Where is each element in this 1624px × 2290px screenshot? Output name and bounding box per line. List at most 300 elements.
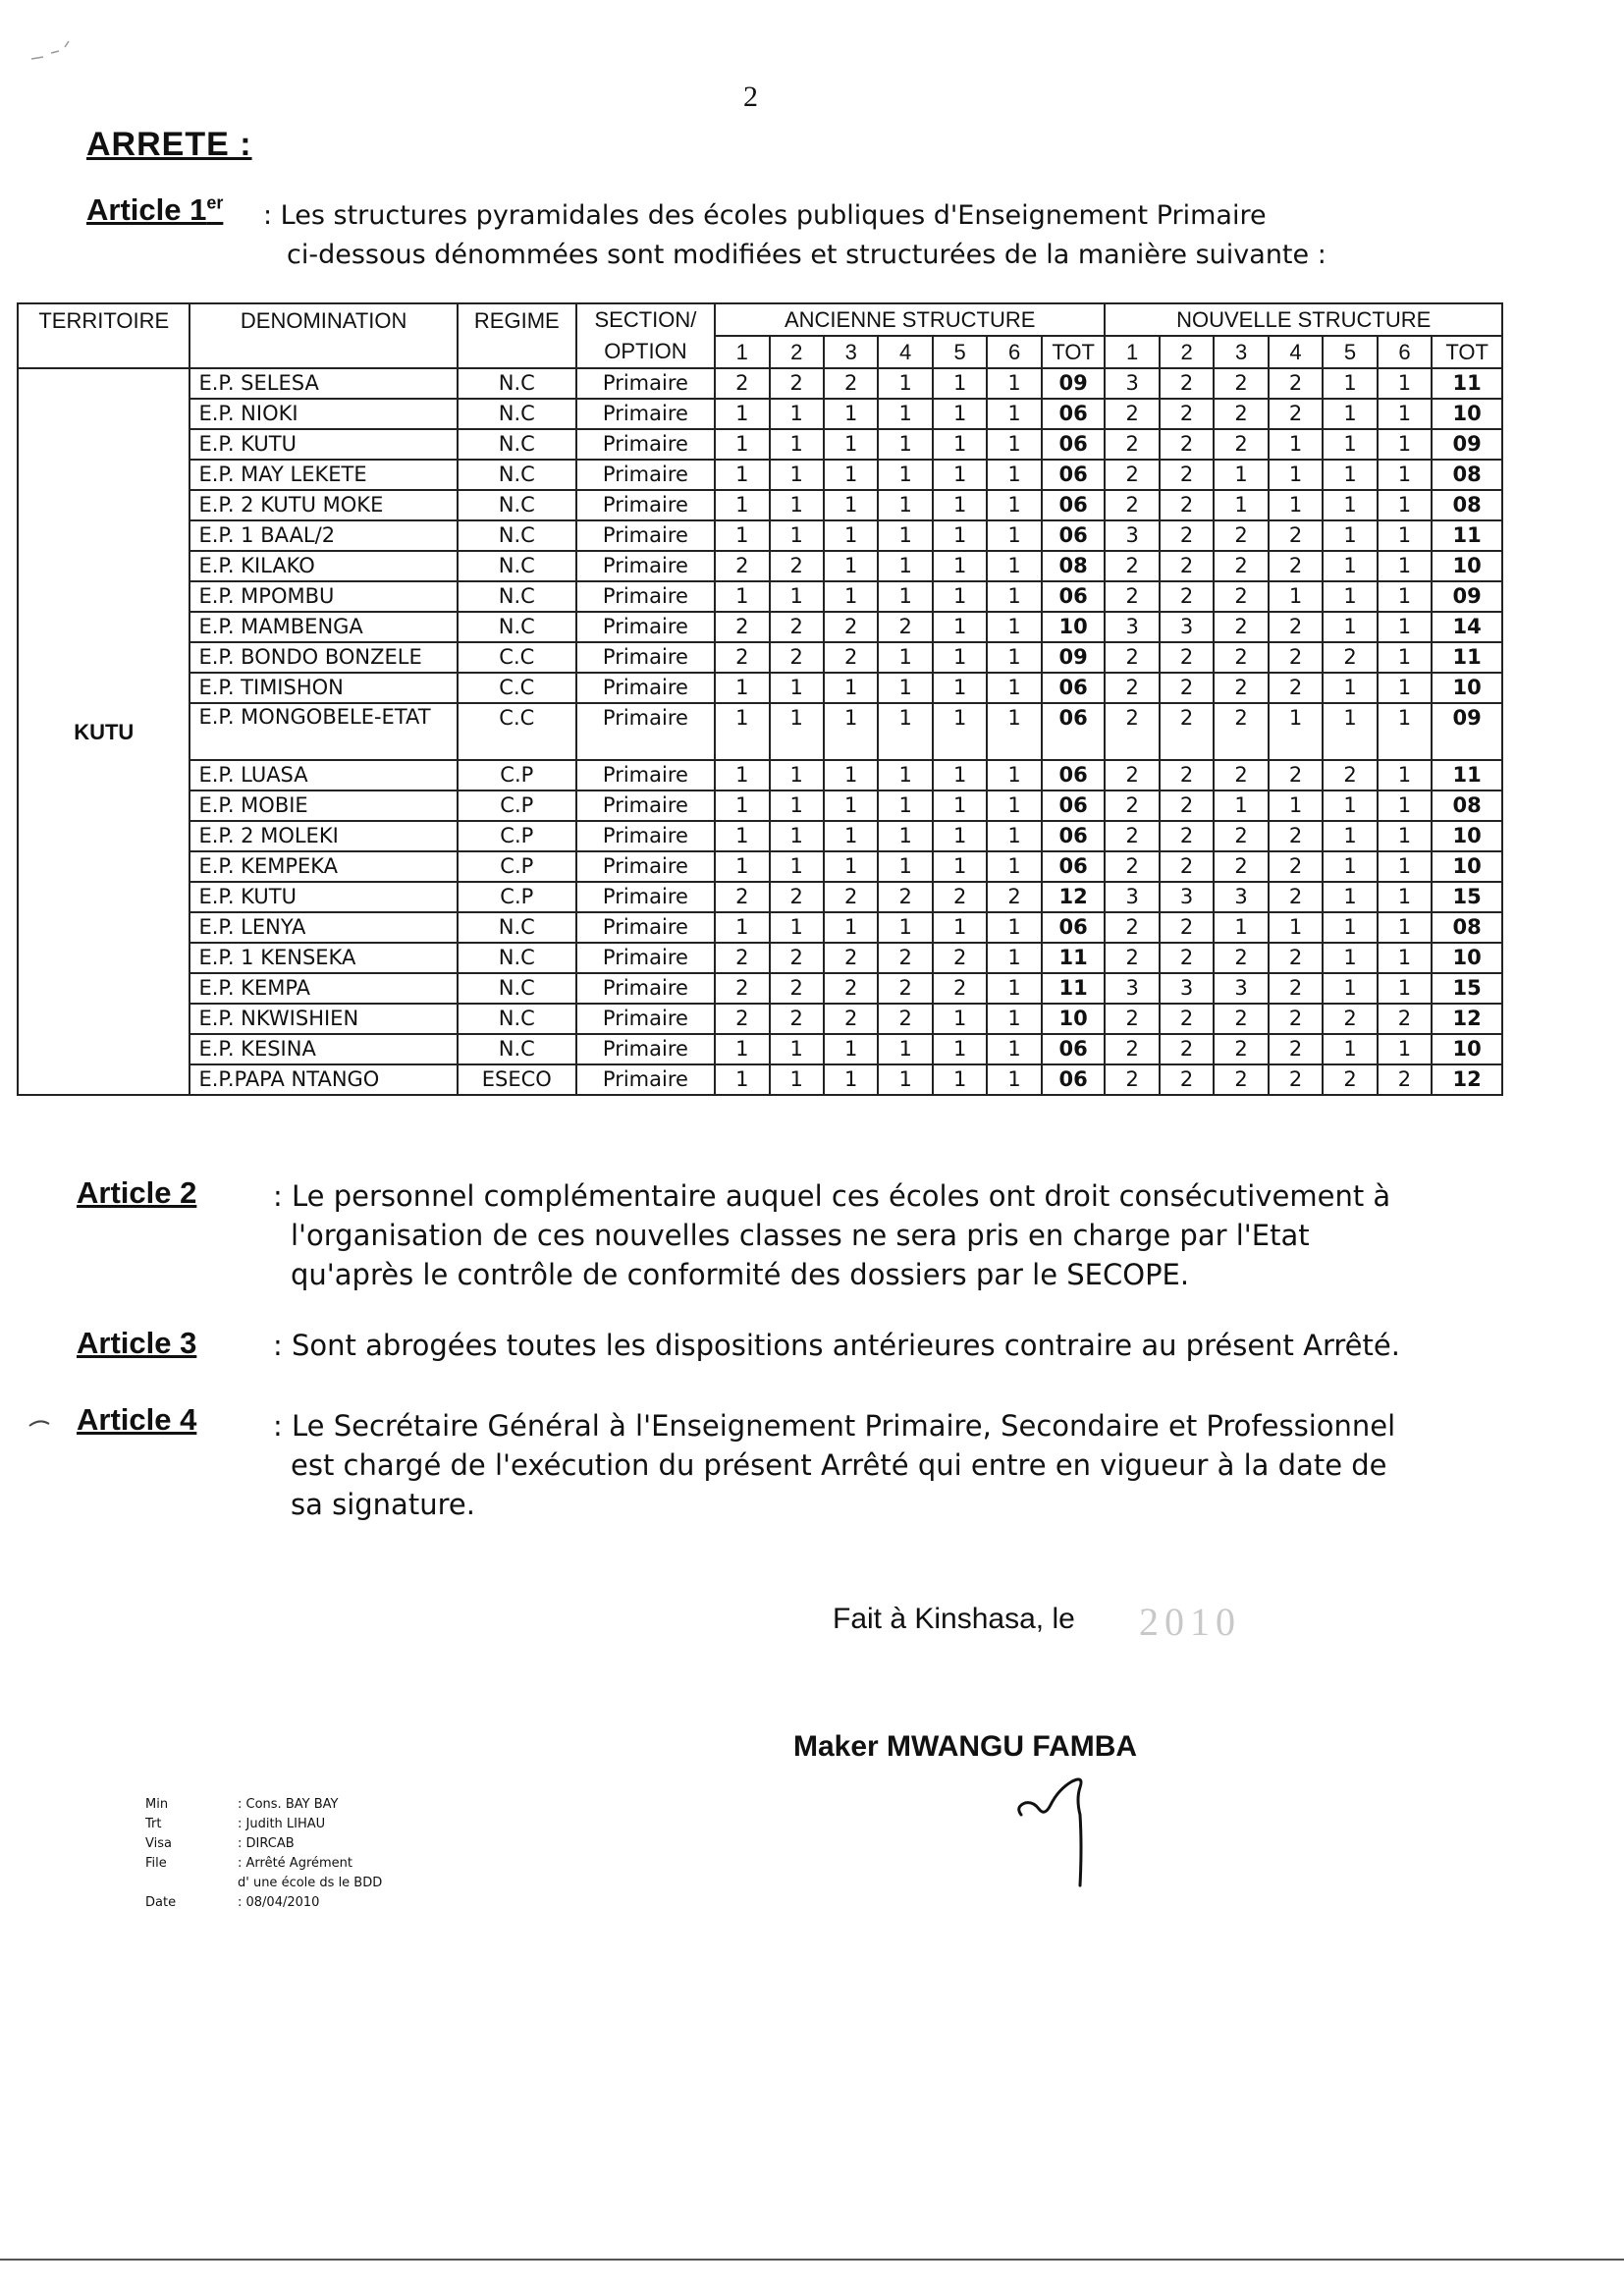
new-total-cell: 09 bbox=[1432, 703, 1502, 760]
faded-stamp-date: 2010 bbox=[1139, 1600, 1241, 1644]
school-name-cell: E.P. MPOMBU bbox=[189, 581, 457, 612]
new-class-1-cell: 2 bbox=[1105, 673, 1159, 703]
header-nouvelle-col-tot: TOT bbox=[1432, 336, 1502, 368]
reference-line bbox=[145, 1815, 473, 1834]
new-class-4-cell: 1 bbox=[1269, 581, 1323, 612]
old-class-3-cell: 1 bbox=[824, 851, 878, 882]
new-class-4-cell: 2 bbox=[1269, 851, 1323, 882]
old-class-3-cell: 2 bbox=[824, 882, 878, 912]
old-class-6-cell: 1 bbox=[987, 460, 1041, 490]
new-class-2-cell: 2 bbox=[1160, 520, 1214, 551]
old-class-1-cell: 2 bbox=[715, 1004, 769, 1034]
header-ancienne-col-tot: TOT bbox=[1042, 336, 1106, 368]
reference-line bbox=[145, 1834, 473, 1854]
old-class-4-cell: 1 bbox=[878, 551, 932, 581]
reference-key: Date bbox=[145, 1895, 177, 1910]
old-class-3-cell: 2 bbox=[824, 368, 878, 399]
old-class-6-cell: 1 bbox=[987, 1004, 1041, 1034]
new-class-5-cell: 1 bbox=[1323, 821, 1377, 851]
old-class-6-cell: 1 bbox=[987, 673, 1041, 703]
header-nouvelle-col-5: 5 bbox=[1323, 336, 1377, 368]
article-4-label: Article 4 bbox=[77, 1402, 197, 1437]
header-denomination: DENOMINATION bbox=[189, 303, 457, 368]
new-class-3-cell: 2 bbox=[1214, 673, 1268, 703]
old-class-2-cell: 1 bbox=[770, 1034, 824, 1064]
new-class-5-cell: 2 bbox=[1323, 1064, 1377, 1095]
old-total-cell: 06 bbox=[1042, 1034, 1106, 1064]
school-name-cell: E.P. 1 BAAL/2 bbox=[189, 520, 457, 551]
new-class-2-cell: 2 bbox=[1160, 368, 1214, 399]
section-cell: Primaire bbox=[576, 791, 715, 821]
handwritten-signature bbox=[1011, 1768, 1119, 1895]
old-class-2-cell: 2 bbox=[770, 368, 824, 399]
new-class-1-cell: 3 bbox=[1105, 882, 1159, 912]
school-name-cell: E.P. SELESA bbox=[189, 368, 457, 399]
new-total-cell: 11 bbox=[1432, 520, 1502, 551]
table-row bbox=[18, 912, 1502, 943]
school-name-cell: E.P. LUASA bbox=[189, 760, 457, 791]
old-class-4-cell: 1 bbox=[878, 703, 932, 760]
section-cell: Primaire bbox=[576, 581, 715, 612]
new-class-1-cell: 3 bbox=[1105, 612, 1159, 642]
regime-cell: N.C bbox=[458, 368, 576, 399]
new-total-cell: 08 bbox=[1432, 490, 1502, 520]
new-class-3-cell: 2 bbox=[1214, 851, 1268, 882]
old-class-5-cell: 1 bbox=[933, 551, 987, 581]
new-class-2-cell: 2 bbox=[1160, 912, 1214, 943]
new-class-3-cell: 1 bbox=[1214, 490, 1268, 520]
old-class-4-cell: 2 bbox=[878, 882, 932, 912]
old-class-2-cell: 1 bbox=[770, 1064, 824, 1095]
regime-cell: C.P bbox=[458, 821, 576, 851]
old-class-6-cell: 1 bbox=[987, 703, 1041, 760]
regime-cell: C.C bbox=[458, 703, 576, 760]
new-class-3-cell: 2 bbox=[1214, 703, 1268, 760]
new-class-5-cell: 2 bbox=[1323, 642, 1377, 673]
article-2-line-1: : Le personnel complémentaire auquel ces écoles ont droit consécutivement à bbox=[273, 1179, 1391, 1213]
old-class-1-cell: 1 bbox=[715, 581, 769, 612]
old-class-5-cell: 1 bbox=[933, 821, 987, 851]
new-class-2-cell: 2 bbox=[1160, 943, 1214, 973]
school-name-cell: E.P. KUTU bbox=[189, 882, 457, 912]
header-nouvelle-col-2: 2 bbox=[1160, 336, 1214, 368]
new-class-2-cell: 2 bbox=[1160, 1034, 1214, 1064]
old-class-4-cell: 2 bbox=[878, 1004, 932, 1034]
old-class-6-cell: 1 bbox=[987, 943, 1041, 973]
new-class-1-cell: 2 bbox=[1105, 460, 1159, 490]
old-class-2-cell: 2 bbox=[770, 551, 824, 581]
new-class-2-cell: 2 bbox=[1160, 581, 1214, 612]
old-total-cell: 06 bbox=[1042, 1064, 1106, 1095]
old-class-4-cell: 1 bbox=[878, 912, 932, 943]
table-body bbox=[18, 368, 1502, 1095]
new-class-2-cell: 2 bbox=[1160, 821, 1214, 851]
reference-key: Trt bbox=[145, 1817, 162, 1831]
table-row bbox=[18, 821, 1502, 851]
new-class-1-cell: 2 bbox=[1105, 642, 1159, 673]
old-class-4-cell: 2 bbox=[878, 943, 932, 973]
new-class-2-cell: 2 bbox=[1160, 851, 1214, 882]
structure-table bbox=[17, 302, 1503, 1096]
new-class-3-cell: 2 bbox=[1214, 368, 1268, 399]
section-cell: Primaire bbox=[576, 1034, 715, 1064]
new-class-5-cell: 1 bbox=[1323, 581, 1377, 612]
old-class-2-cell: 1 bbox=[770, 429, 824, 460]
old-class-2-cell: 1 bbox=[770, 399, 824, 429]
new-class-4-cell: 2 bbox=[1269, 1004, 1323, 1034]
new-total-cell: 15 bbox=[1432, 973, 1502, 1004]
school-name-cell: E.P. MONGOBELE-ETAT bbox=[189, 703, 457, 760]
new-class-2-cell: 3 bbox=[1160, 882, 1214, 912]
table-header bbox=[18, 303, 1502, 368]
school-name-cell: E.P.PAPA NTANGO bbox=[189, 1064, 457, 1095]
old-total-cell: 11 bbox=[1042, 943, 1106, 973]
old-class-3-cell: 1 bbox=[824, 673, 878, 703]
regime-cell: C.P bbox=[458, 760, 576, 791]
old-class-1-cell: 1 bbox=[715, 851, 769, 882]
old-class-1-cell: 1 bbox=[715, 1064, 769, 1095]
old-class-1-cell: 2 bbox=[715, 368, 769, 399]
new-class-1-cell: 2 bbox=[1105, 490, 1159, 520]
new-class-5-cell: 1 bbox=[1323, 703, 1377, 760]
new-class-6-cell: 1 bbox=[1378, 760, 1432, 791]
new-class-1-cell: 2 bbox=[1105, 1064, 1159, 1095]
new-class-4-cell: 1 bbox=[1269, 429, 1323, 460]
new-class-2-cell: 3 bbox=[1160, 612, 1214, 642]
new-class-1-cell: 2 bbox=[1105, 1034, 1159, 1064]
new-class-3-cell: 2 bbox=[1214, 429, 1268, 460]
new-class-3-cell: 2 bbox=[1214, 399, 1268, 429]
new-class-6-cell: 2 bbox=[1378, 1004, 1432, 1034]
reference-value: : Arrêté Agrément bbox=[238, 1856, 353, 1871]
table-row bbox=[18, 760, 1502, 791]
new-total-cell: 14 bbox=[1432, 612, 1502, 642]
section-cell: Primaire bbox=[576, 912, 715, 943]
new-class-1-cell: 3 bbox=[1105, 368, 1159, 399]
new-class-5-cell: 1 bbox=[1323, 912, 1377, 943]
old-class-2-cell: 2 bbox=[770, 973, 824, 1004]
old-class-4-cell: 1 bbox=[878, 821, 932, 851]
header-section-option: SECTION/ OPTION bbox=[576, 303, 715, 368]
old-class-2-cell: 1 bbox=[770, 821, 824, 851]
new-class-5-cell: 1 bbox=[1323, 429, 1377, 460]
table-row bbox=[18, 581, 1502, 612]
old-total-cell: 11 bbox=[1042, 973, 1106, 1004]
reference-line bbox=[145, 1795, 473, 1815]
old-class-1-cell: 1 bbox=[715, 1034, 769, 1064]
old-class-6-cell: 1 bbox=[987, 791, 1041, 821]
new-class-1-cell: 2 bbox=[1105, 399, 1159, 429]
old-class-2-cell: 1 bbox=[770, 760, 824, 791]
new-class-4-cell: 2 bbox=[1269, 882, 1323, 912]
new-total-cell: 11 bbox=[1432, 368, 1502, 399]
old-class-3-cell: 1 bbox=[824, 1034, 878, 1064]
section-cell: Primaire bbox=[576, 551, 715, 581]
new-class-2-cell: 2 bbox=[1160, 399, 1214, 429]
new-class-4-cell: 1 bbox=[1269, 912, 1323, 943]
article-2-label: Article 2 bbox=[77, 1175, 197, 1210]
new-class-4-cell: 2 bbox=[1269, 760, 1323, 791]
old-class-1-cell: 2 bbox=[715, 642, 769, 673]
table-row bbox=[18, 551, 1502, 581]
old-total-cell: 10 bbox=[1042, 612, 1106, 642]
old-class-5-cell: 1 bbox=[933, 399, 987, 429]
old-class-3-cell: 1 bbox=[824, 703, 878, 760]
old-class-3-cell: 2 bbox=[824, 1004, 878, 1034]
regime-cell: N.C bbox=[458, 460, 576, 490]
new-class-5-cell: 1 bbox=[1323, 612, 1377, 642]
new-class-2-cell: 2 bbox=[1160, 760, 1214, 791]
old-class-1-cell: 1 bbox=[715, 399, 769, 429]
new-class-1-cell: 2 bbox=[1105, 821, 1159, 851]
school-name-cell: E.P. MAMBENGA bbox=[189, 612, 457, 642]
new-class-3-cell: 3 bbox=[1214, 973, 1268, 1004]
old-class-5-cell: 1 bbox=[933, 851, 987, 882]
table-row bbox=[18, 368, 1502, 399]
old-total-cell: 09 bbox=[1042, 642, 1106, 673]
header-nouvelle-col-4: 4 bbox=[1269, 336, 1323, 368]
section-cell: Primaire bbox=[576, 943, 715, 973]
new-class-4-cell: 2 bbox=[1269, 973, 1323, 1004]
new-class-2-cell: 2 bbox=[1160, 791, 1214, 821]
place-and-date-label: Fait à Kinshasa, le bbox=[833, 1603, 1075, 1635]
header-ancienne-structure: ANCIENNE STRUCTURE bbox=[715, 303, 1105, 336]
old-total-cell: 06 bbox=[1042, 912, 1106, 943]
old-class-4-cell: 1 bbox=[878, 851, 932, 882]
old-class-3-cell: 1 bbox=[824, 791, 878, 821]
new-class-5-cell: 1 bbox=[1323, 851, 1377, 882]
header-ancienne-col-3: 3 bbox=[824, 336, 878, 368]
page-heading: ARRETE : bbox=[86, 126, 252, 163]
old-class-5-cell: 1 bbox=[933, 642, 987, 673]
old-class-6-cell: 1 bbox=[987, 912, 1041, 943]
table-row bbox=[18, 851, 1502, 882]
new-class-6-cell: 1 bbox=[1378, 460, 1432, 490]
header-nouvelle-col-1: 1 bbox=[1105, 336, 1159, 368]
old-class-5-cell: 1 bbox=[933, 520, 987, 551]
old-class-3-cell: 1 bbox=[824, 460, 878, 490]
old-class-5-cell: 1 bbox=[933, 429, 987, 460]
old-class-4-cell: 2 bbox=[878, 612, 932, 642]
old-class-4-cell: 1 bbox=[878, 429, 932, 460]
new-total-cell: 10 bbox=[1432, 1034, 1502, 1064]
section-cell: Primaire bbox=[576, 642, 715, 673]
new-class-4-cell: 2 bbox=[1269, 399, 1323, 429]
old-class-2-cell: 1 bbox=[770, 851, 824, 882]
old-class-5-cell: 1 bbox=[933, 612, 987, 642]
new-class-6-cell: 1 bbox=[1378, 399, 1432, 429]
old-class-4-cell: 1 bbox=[878, 368, 932, 399]
old-class-1-cell: 2 bbox=[715, 551, 769, 581]
new-class-4-cell: 1 bbox=[1269, 490, 1323, 520]
section-cell: Primaire bbox=[576, 882, 715, 912]
new-class-2-cell: 3 bbox=[1160, 973, 1214, 1004]
new-class-1-cell: 2 bbox=[1105, 851, 1159, 882]
old-class-6-cell: 1 bbox=[987, 429, 1041, 460]
old-class-6-cell: 1 bbox=[987, 851, 1041, 882]
old-total-cell: 06 bbox=[1042, 460, 1106, 490]
old-class-3-cell: 1 bbox=[824, 1064, 878, 1095]
new-class-3-cell: 2 bbox=[1214, 642, 1268, 673]
school-name-cell: E.P. MAY LEKETE bbox=[189, 460, 457, 490]
new-class-5-cell: 1 bbox=[1323, 1034, 1377, 1064]
new-total-cell: 09 bbox=[1432, 581, 1502, 612]
table-row bbox=[18, 429, 1502, 460]
old-class-1-cell: 2 bbox=[715, 973, 769, 1004]
regime-cell: N.C bbox=[458, 973, 576, 1004]
new-class-6-cell: 1 bbox=[1378, 703, 1432, 760]
new-class-1-cell: 2 bbox=[1105, 429, 1159, 460]
reference-value: : Cons. BAY BAY bbox=[238, 1797, 339, 1812]
article-3-text bbox=[273, 1326, 1432, 1365]
header-ancienne-col-4: 4 bbox=[878, 336, 932, 368]
new-class-2-cell: 2 bbox=[1160, 460, 1214, 490]
old-class-5-cell: 1 bbox=[933, 760, 987, 791]
reference-value: : DIRCAB bbox=[238, 1836, 295, 1851]
section-cell: Primaire bbox=[576, 821, 715, 851]
old-class-5-cell: 2 bbox=[933, 882, 987, 912]
section-cell: Primaire bbox=[576, 1004, 715, 1034]
new-class-2-cell: 2 bbox=[1160, 703, 1214, 760]
article-2-line-3: qu'après le contrôle de conformité des dossiers par le SECOPE. bbox=[291, 1258, 1190, 1291]
regime-cell: N.C bbox=[458, 912, 576, 943]
old-total-cell: 10 bbox=[1042, 1004, 1106, 1034]
reference-value: d' une école ds le BDD bbox=[238, 1876, 383, 1890]
old-total-cell: 06 bbox=[1042, 399, 1106, 429]
old-total-cell: 06 bbox=[1042, 581, 1106, 612]
reference-key: Min bbox=[145, 1797, 169, 1812]
table-row bbox=[18, 612, 1502, 642]
old-class-3-cell: 1 bbox=[824, 490, 878, 520]
old-class-2-cell: 2 bbox=[770, 882, 824, 912]
old-class-1-cell: 2 bbox=[715, 882, 769, 912]
footer-reference-block bbox=[145, 1795, 473, 1913]
old-class-6-cell: 1 bbox=[987, 973, 1041, 1004]
regime-cell: N.C bbox=[458, 943, 576, 973]
reference-line bbox=[145, 1874, 473, 1893]
regime-cell: N.C bbox=[458, 429, 576, 460]
old-class-5-cell: 1 bbox=[933, 1064, 987, 1095]
signatory-name: Maker MWANGU FAMBA bbox=[793, 1730, 1138, 1763]
article-1-line-2: ci-dessous dénommées sont modifiées et structurées de la manière suivante : bbox=[287, 240, 1326, 270]
old-total-cell: 06 bbox=[1042, 490, 1106, 520]
article-4-line-2: est chargé de l'exécution du présent Arrêté qui entre en vigueur à la date de bbox=[291, 1448, 1387, 1482]
table-row bbox=[18, 1004, 1502, 1034]
new-class-3-cell: 2 bbox=[1214, 760, 1268, 791]
old-class-5-cell: 1 bbox=[933, 791, 987, 821]
new-total-cell: 12 bbox=[1432, 1064, 1502, 1095]
article-2-line-2: l'organisation de ces nouvelles classes ne sera pris en charge par l'Etat bbox=[291, 1219, 1310, 1252]
old-total-cell: 09 bbox=[1042, 368, 1106, 399]
new-class-6-cell: 1 bbox=[1378, 1034, 1432, 1064]
new-class-6-cell: 1 bbox=[1378, 791, 1432, 821]
new-class-1-cell: 2 bbox=[1105, 581, 1159, 612]
old-class-3-cell: 1 bbox=[824, 551, 878, 581]
old-class-3-cell: 1 bbox=[824, 581, 878, 612]
section-cell: Primaire bbox=[576, 490, 715, 520]
old-class-4-cell: 1 bbox=[878, 581, 932, 612]
header-ancienne-col-1: 1 bbox=[715, 336, 769, 368]
new-class-4-cell: 1 bbox=[1269, 460, 1323, 490]
school-name-cell: E.P. NIOKI bbox=[189, 399, 457, 429]
bottom-scan-line bbox=[0, 2259, 1624, 2261]
table-row bbox=[18, 943, 1502, 973]
article-4-line-1: : Le Secrétaire Général à l'Enseignement Primaire, Secondaire et Professionnel bbox=[273, 1409, 1396, 1443]
table-row bbox=[18, 460, 1502, 490]
old-class-2-cell: 1 bbox=[770, 912, 824, 943]
old-class-6-cell: 1 bbox=[987, 1064, 1041, 1095]
old-class-5-cell: 1 bbox=[933, 912, 987, 943]
table-row bbox=[18, 791, 1502, 821]
regime-cell: N.C bbox=[458, 612, 576, 642]
header-ancienne-col-6: 6 bbox=[987, 336, 1041, 368]
old-class-2-cell: 1 bbox=[770, 581, 824, 612]
school-name-cell: E.P. NKWISHIEN bbox=[189, 1004, 457, 1034]
old-total-cell: 06 bbox=[1042, 851, 1106, 882]
page-number: 2 bbox=[743, 81, 758, 113]
scan-mark-top-left bbox=[29, 37, 88, 67]
new-total-cell: 08 bbox=[1432, 460, 1502, 490]
new-class-3-cell: 2 bbox=[1214, 1064, 1268, 1095]
reference-key: Visa bbox=[145, 1836, 172, 1851]
new-class-3-cell: 2 bbox=[1214, 1034, 1268, 1064]
new-total-cell: 15 bbox=[1432, 882, 1502, 912]
header-ancienne-col-2: 2 bbox=[770, 336, 824, 368]
section-cell: Primaire bbox=[576, 851, 715, 882]
table-row bbox=[18, 973, 1502, 1004]
old-class-6-cell: 1 bbox=[987, 760, 1041, 791]
article-2-text bbox=[273, 1176, 1432, 1294]
old-class-5-cell: 2 bbox=[933, 973, 987, 1004]
new-class-1-cell: 3 bbox=[1105, 973, 1159, 1004]
new-total-cell: 08 bbox=[1432, 791, 1502, 821]
old-total-cell: 08 bbox=[1042, 551, 1106, 581]
new-class-6-cell: 1 bbox=[1378, 520, 1432, 551]
regime-cell: N.C bbox=[458, 520, 576, 551]
new-class-3-cell: 2 bbox=[1214, 612, 1268, 642]
old-class-1-cell: 1 bbox=[715, 703, 769, 760]
new-class-4-cell: 2 bbox=[1269, 520, 1323, 551]
old-class-1-cell: 2 bbox=[715, 612, 769, 642]
new-class-3-cell: 1 bbox=[1214, 912, 1268, 943]
new-class-1-cell: 2 bbox=[1105, 943, 1159, 973]
new-class-5-cell: 1 bbox=[1323, 943, 1377, 973]
new-class-5-cell: 1 bbox=[1323, 490, 1377, 520]
new-total-cell: 10 bbox=[1432, 673, 1502, 703]
new-class-4-cell: 2 bbox=[1269, 943, 1323, 973]
old-class-3-cell: 1 bbox=[824, 821, 878, 851]
new-class-5-cell: 1 bbox=[1323, 399, 1377, 429]
old-class-3-cell: 2 bbox=[824, 943, 878, 973]
section-cell: Primaire bbox=[576, 520, 715, 551]
old-class-1-cell: 1 bbox=[715, 791, 769, 821]
new-class-5-cell: 1 bbox=[1323, 673, 1377, 703]
old-class-2-cell: 1 bbox=[770, 520, 824, 551]
old-class-2-cell: 1 bbox=[770, 490, 824, 520]
article-1-label: Article 1er bbox=[86, 192, 224, 227]
section-cell: Primaire bbox=[576, 703, 715, 760]
section-cell: Primaire bbox=[576, 368, 715, 399]
old-class-4-cell: 1 bbox=[878, 791, 932, 821]
header-regime: REGIME bbox=[458, 303, 576, 368]
new-total-cell: 10 bbox=[1432, 943, 1502, 973]
new-class-4-cell: 1 bbox=[1269, 703, 1323, 760]
new-class-4-cell: 2 bbox=[1269, 612, 1323, 642]
regime-cell: N.C bbox=[458, 1034, 576, 1064]
old-class-3-cell: 2 bbox=[824, 612, 878, 642]
old-class-6-cell: 1 bbox=[987, 490, 1041, 520]
new-class-5-cell: 1 bbox=[1323, 368, 1377, 399]
